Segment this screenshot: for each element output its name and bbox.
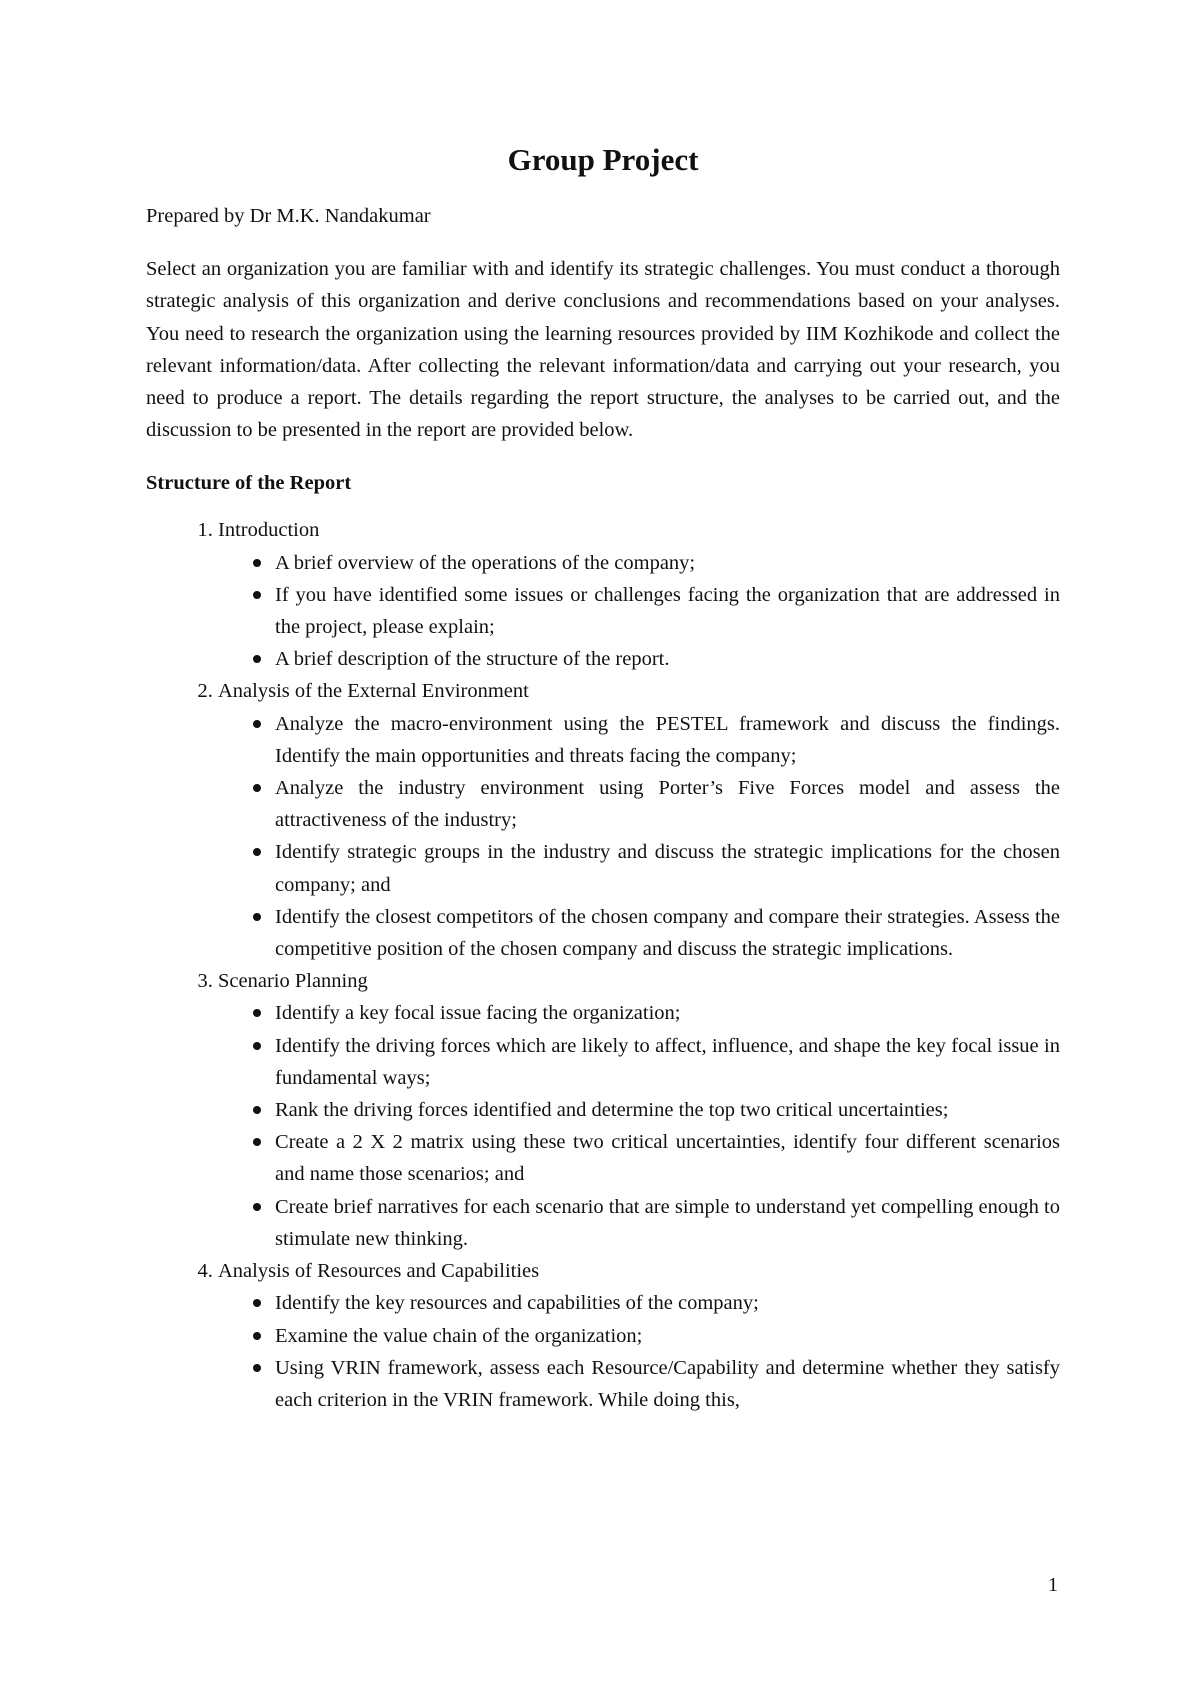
bullet-list	[218, 997, 1060, 1255]
bullet-item: Analyze the macro-environment using the PESTEL framework and discuss the findings. Identify the main opportunities and threats facing the company;	[275, 708, 1060, 772]
section-title: Analysis of Resources and Capabilities	[218, 1260, 540, 1283]
section-item	[218, 965, 1060, 1255]
bullet-item: Analyze the industry environment using Porter’s Five Forces model and assess the attractiveness of the industry;	[275, 772, 1060, 836]
bullet-list	[218, 708, 1060, 966]
section-item	[218, 514, 1060, 675]
bullet-item: Rank the driving forces identified and determine the top two critical uncertainties;	[275, 1094, 1060, 1126]
bullet-item: Identify a key focal issue facing the organization;	[275, 997, 1060, 1029]
bullet-item: Identify the driving forces which are likely to affect, influence, and shape the key focal issue in fundamental ways;	[275, 1030, 1060, 1094]
bullet-list	[218, 547, 1060, 676]
bullet-item: Create brief narratives for each scenario that are simple to understand yet compelling enough to stimulate new thinking.	[275, 1191, 1060, 1255]
section-title: Analysis of the External Environment	[218, 680, 529, 703]
bullet-item: Using VRIN framework, assess each Resource/Capability and determine whether they satisfy each criterion in the VRIN framework. While doing this,	[275, 1352, 1060, 1416]
bullet-item: Create a 2 X 2 matrix using these two critical uncertainties, identify four different scenarios and name those scenarios; and	[275, 1126, 1060, 1190]
document-page	[146, 140, 1060, 1416]
page-number: 1	[1048, 1574, 1058, 1596]
bullet-item: Identify the closest competitors of the chosen company and compare their strategies. Assess the competitive position of the chosen company and discuss the strategic implications.	[275, 901, 1060, 965]
section-item	[218, 675, 1060, 965]
document-title: Group Project	[507, 142, 699, 177]
bullet-item: A brief description of the structure of the report.	[275, 643, 1060, 675]
section-title: Scenario Planning	[218, 970, 368, 993]
bullet-item: A brief overview of the operations of the company;	[275, 547, 1060, 579]
bullet-item: If you have identified some issues or challenges facing the organization that are addressed in the project, please explain;	[275, 579, 1060, 643]
bullet-item: Identify the key resources and capabilities of the company;	[275, 1287, 1060, 1319]
bullet-item: Examine the value chain of the organization;	[275, 1320, 1060, 1352]
section-heading: Structure of the Report	[146, 472, 352, 495]
section-item	[218, 1255, 1060, 1416]
author-line: Prepared by Dr M.K. Nandakumar	[146, 205, 431, 227]
bullet-item: Identify strategic groups in the industry and discuss the strategic implications for the chosen company; and	[275, 836, 1060, 900]
intro-paragraph: Select an organization you are familiar with and identify its strategic challenges. You must conduct a thorough strategic analysis of this organization and derive conclusions and recommendations based on your analyses. You need to research the organization using the learning resources provided by IIM Kozhikode and collect the relevant information/data. After collecting the relevant information/data and carrying out your research, you need to produce a report. The details regarding the report structure, the analyses to be carried out, and the discussion to be presented in the report are provided below.	[146, 258, 1060, 442]
bullet-list	[218, 1287, 1060, 1416]
section-title: Introduction	[218, 519, 320, 542]
report-structure-list	[146, 514, 1060, 1416]
